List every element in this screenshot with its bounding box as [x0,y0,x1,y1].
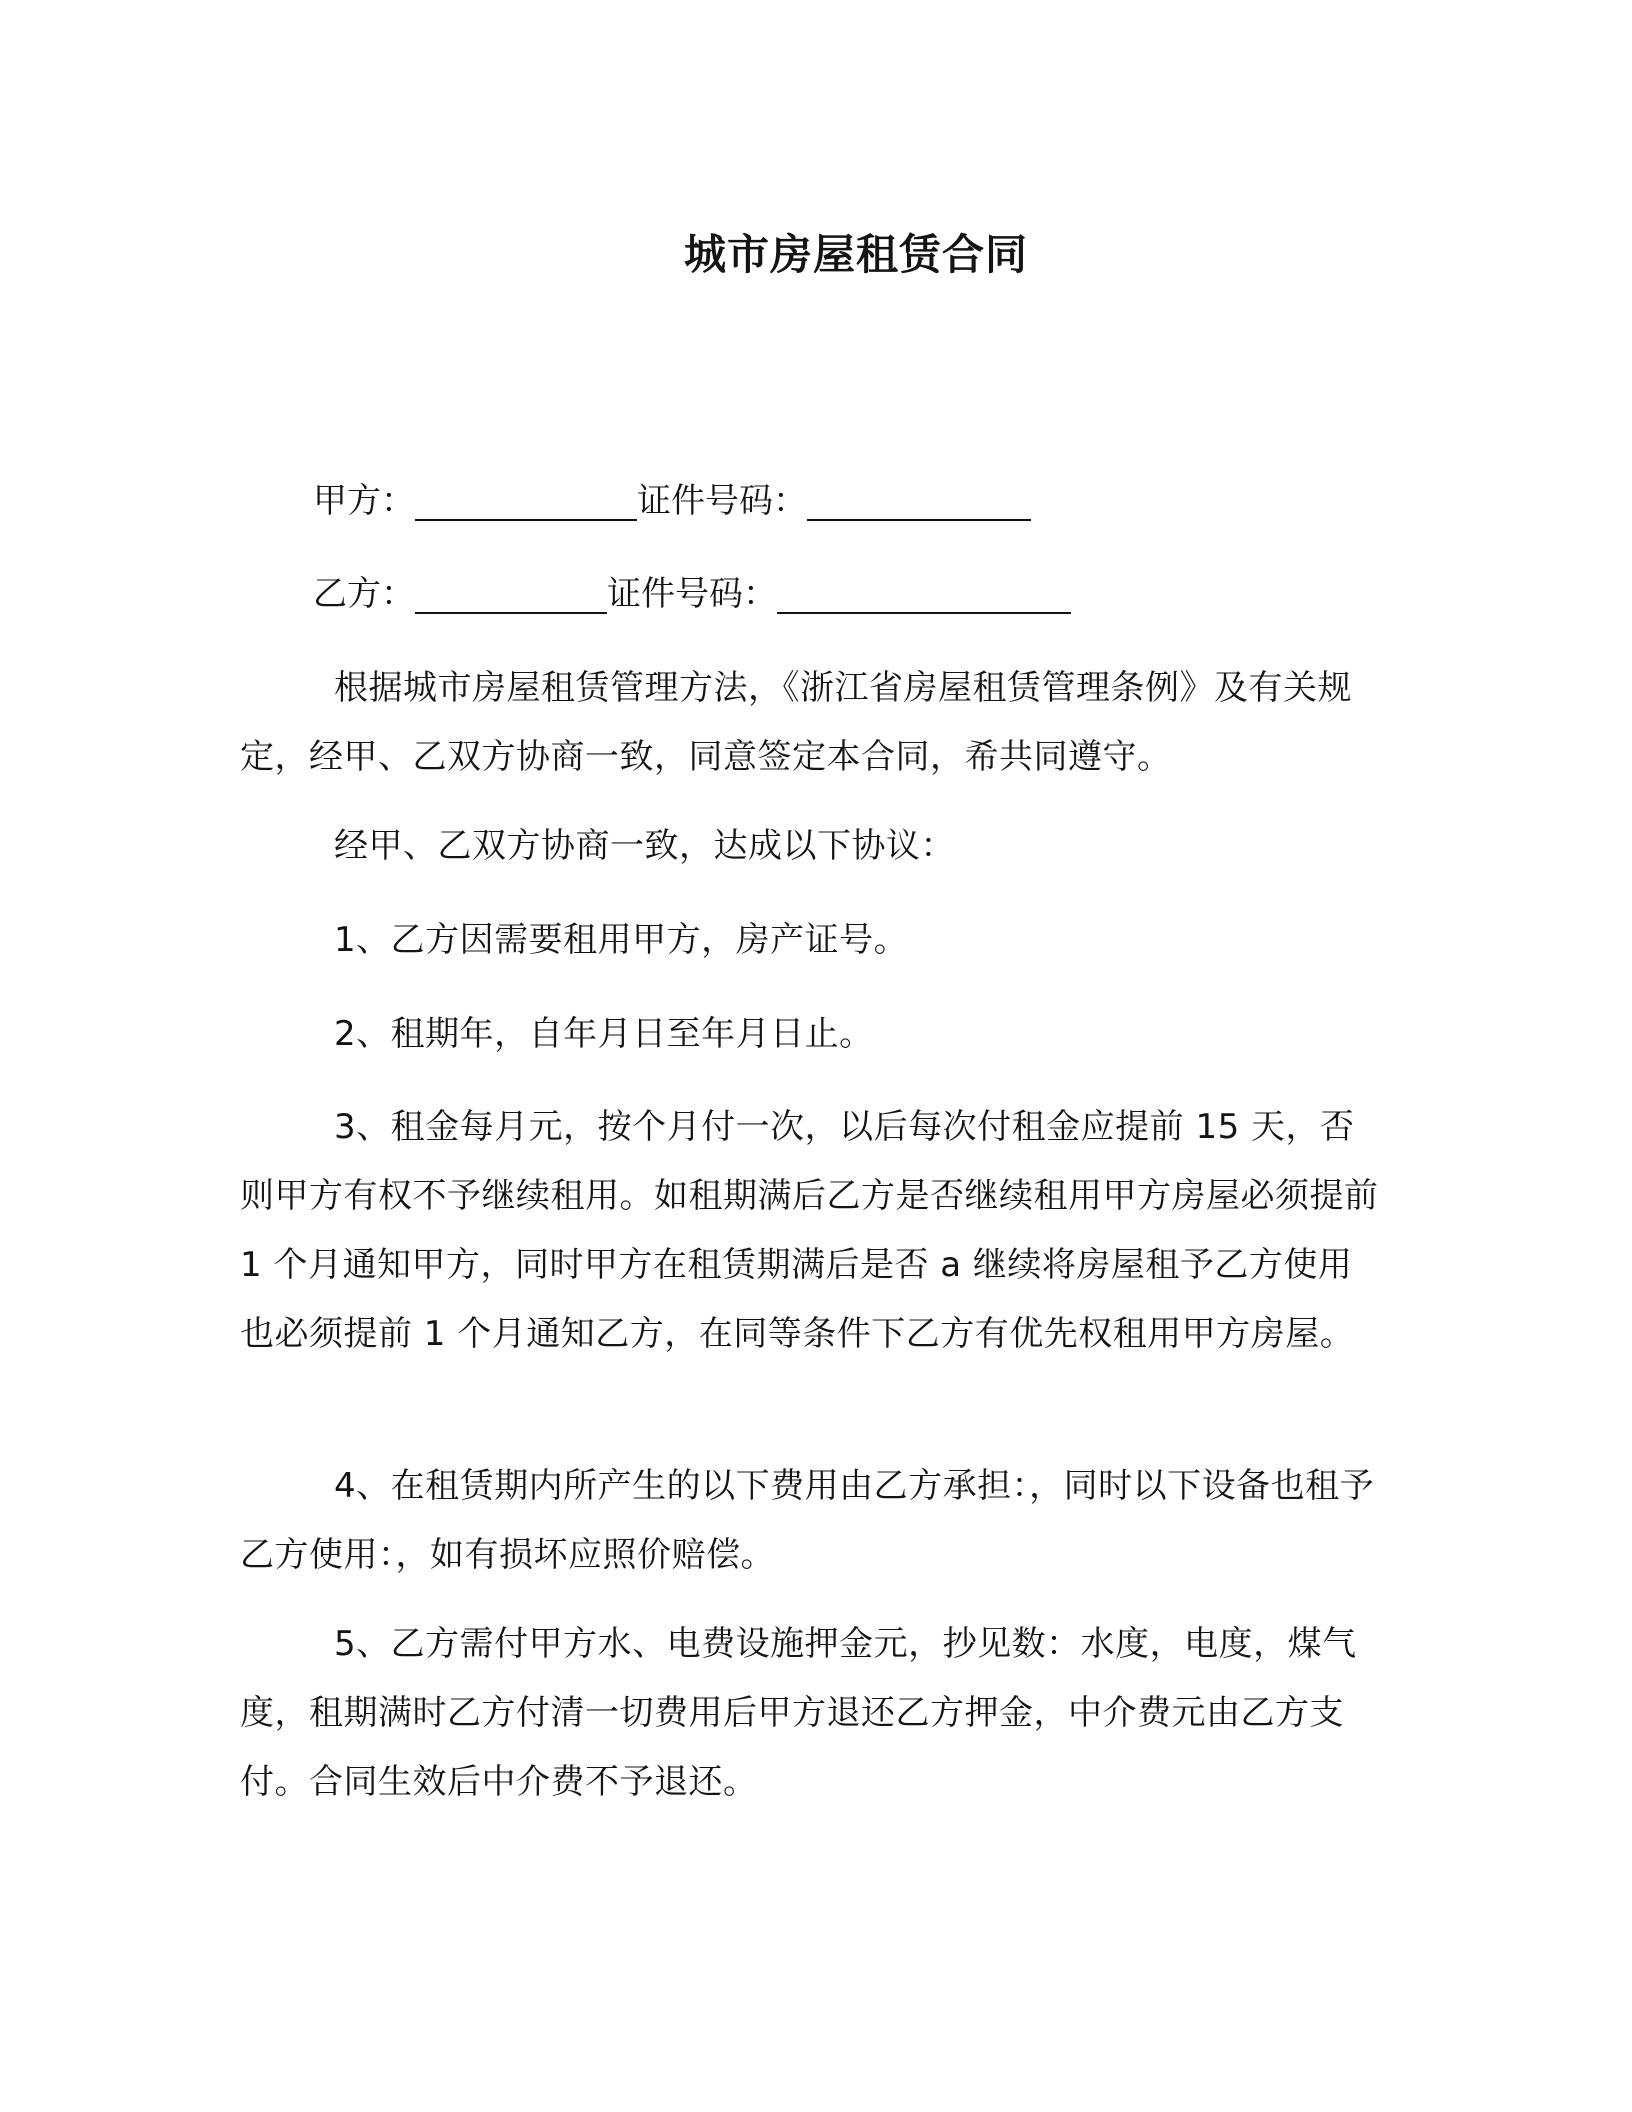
clause-1: 1、乙方因需要租用甲方，房产证号。 [334,920,909,960]
preamble-paragraph: 根据城市房屋租赁管理方法，《浙江省房屋租赁管理条例》及有关规定，经甲、乙双方协商一致，同意签定本合同，希共同遵守。 [240,668,1352,777]
document-title: 城市房屋租赁合同 [683,230,1028,279]
clause-4: 4、在租赁期内所产生的以下费用由乙方承担：，同时以下设备也租予乙方使用：，如有损坏应照价赔偿。 [240,1466,1375,1575]
party-a-name-field[interactable] [415,475,637,521]
party-b-label: 乙方： [313,574,415,614]
party-a-id-label: 证件号码： [637,481,807,521]
clause-3: 3、租金每月元，按个月付一次，以后每次付租金应提前 15 天，否则甲方有权不予继续租用。如租期满后乙方是否继续租用甲方房屋必须提前 1 个月通知甲方，同时甲方在租赁期满后是否 a 继续将房屋租予乙方使用也必须提前 1 个月通知乙方，在同等条件下乙方有优先权租用甲方房屋。 [240,1107,1379,1354]
clause-5: 5、乙方需付甲方水、电费设施押金元，抄见数：水度，电度，煤气度，租期满时乙方付清一切费用后甲方退还乙方押金，中介费元由乙方支付。合同生效后中介费不予退还。 [240,1624,1357,1802]
party-a-line [313,475,1031,527]
party-b-id-field[interactable] [777,568,1071,614]
party-b-line [313,568,1071,620]
party-b-id-label: 证件号码： [607,574,777,614]
agreement-intro: 经甲、乙双方协商一致，达成以下协议： [334,826,955,866]
party-b-name-field[interactable] [415,568,607,614]
party-a-label: 甲方： [313,481,415,521]
clause-2: 2、租期年，自年月日至年月日止。 [334,1014,874,1054]
party-a-id-field[interactable] [807,475,1031,521]
